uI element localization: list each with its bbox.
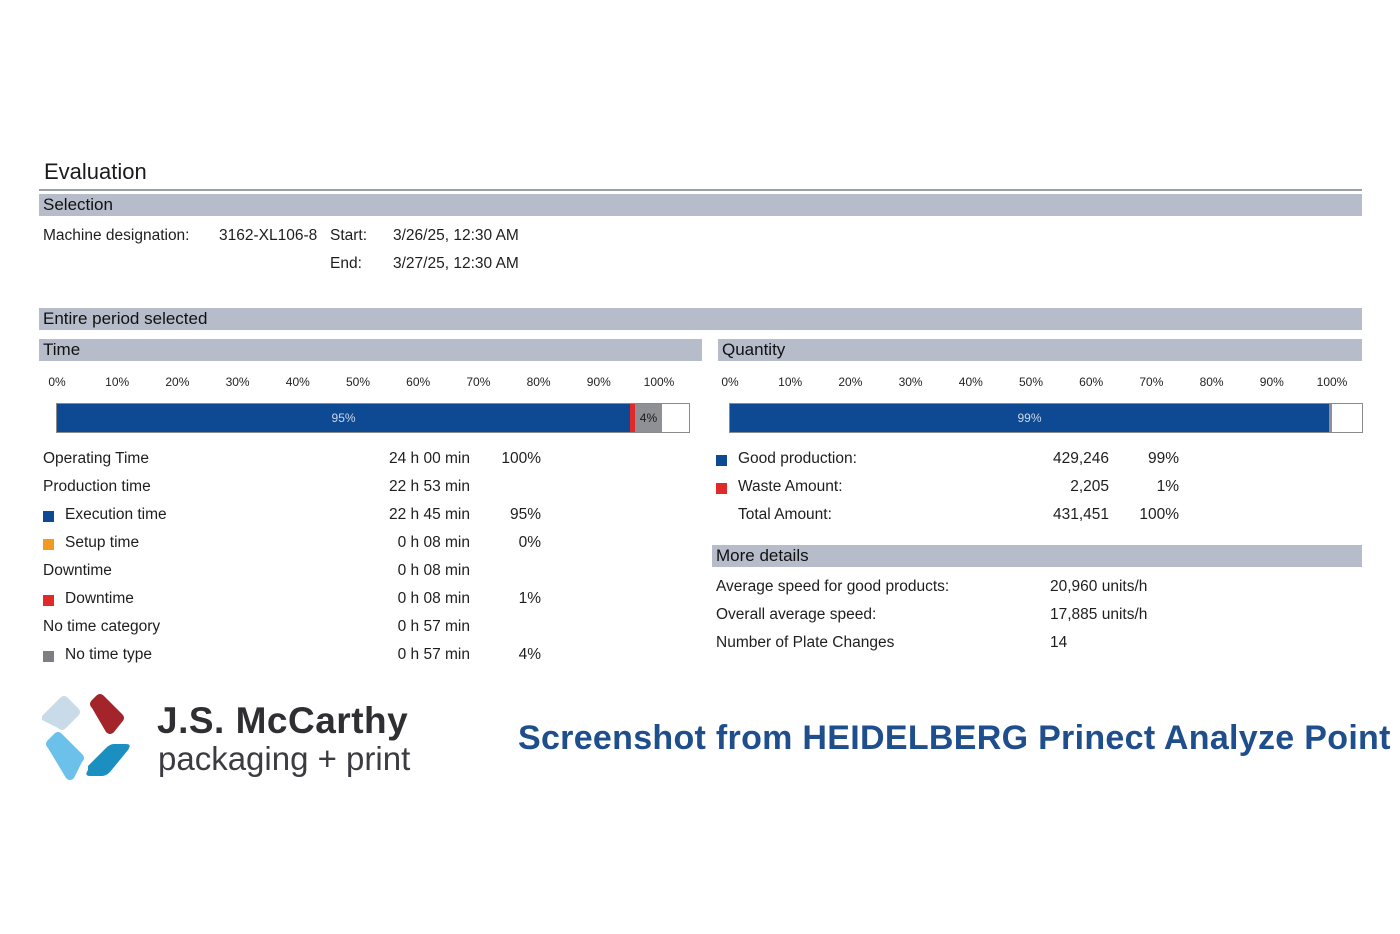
detail-label-plate-changes: Number of Plate Changes <box>716 634 895 651</box>
row-label: Downtime <box>43 562 112 579</box>
jsm-logo-mark <box>40 694 136 786</box>
row-label: No time category <box>43 618 161 635</box>
row-value: 24 h 00 min <box>389 450 470 467</box>
row-label: Waste Amount: <box>738 478 843 495</box>
detail-label-overall-speed: Overall average speed: <box>716 606 877 623</box>
row-label: Operating Time <box>43 450 149 467</box>
time-axis-tick-label: 60% <box>406 375 431 389</box>
quantity-axis-tick-label: 20% <box>838 375 863 389</box>
time-axis-tick-label: 20% <box>165 375 190 389</box>
detail-value-overall-speed: 17,885 units/h <box>1050 606 1148 623</box>
time-bar-no-time-type-label: 4% <box>639 411 658 425</box>
execution-legend-swatch <box>43 511 54 522</box>
quantity-bar-waste <box>1329 404 1332 432</box>
quantity-row-good <box>716 450 1196 472</box>
time-row-setup <box>43 534 563 556</box>
row-percent: 1% <box>518 590 541 607</box>
time-axis-tick-label: 90% <box>586 375 611 389</box>
screenshot-caption: Screenshot from HEIDELBERG Prinect Analyze Point <box>518 719 1391 757</box>
time-axis-tick-label: 50% <box>345 375 371 389</box>
quantity-axis-tick-label: 80% <box>1199 375 1224 389</box>
row-value: 431,451 <box>1052 506 1109 523</box>
row-label: Downtime <box>65 590 134 607</box>
quantity-axis-tick-label: 90% <box>1259 375 1284 389</box>
quantity-axis-tick-label: 60% <box>1079 375 1104 389</box>
machine-value: 3162-XL106-8 <box>219 227 318 244</box>
good-production-legend-swatch <box>716 455 727 466</box>
quantity-bar-good-label: 99% <box>1017 411 1042 425</box>
quantity-axis-tick-label: 70% <box>1139 375 1164 389</box>
row-value: 0 h 08 min <box>397 562 470 579</box>
title-divider <box>39 189 1362 191</box>
machine-label: Machine designation: <box>43 227 190 244</box>
waste-amount-legend-swatch <box>716 483 727 494</box>
row-percent: 100% <box>501 450 541 467</box>
time-row-downtime <box>43 590 563 612</box>
end-label: End: <box>330 255 362 272</box>
row-label: Good production: <box>738 450 857 467</box>
row-percent: 100% <box>1139 506 1179 523</box>
row-percent: 1% <box>1156 478 1179 495</box>
time-axis-ticks <box>48 375 675 395</box>
row-percent: 4% <box>518 646 541 663</box>
page-title: Evaluation <box>44 159 147 184</box>
quantity-axis-tick-label: 40% <box>958 375 983 389</box>
quantity-axis-tick-label: 0% <box>721 375 739 389</box>
row-percent: 0% <box>518 534 541 551</box>
row-label: Execution time <box>65 506 167 523</box>
row-value: 2,205 <box>1070 478 1109 495</box>
logo-shape-teal <box>86 744 129 776</box>
row-label: No time type <box>65 646 153 663</box>
time-axis-tick-label: 0% <box>48 375 66 389</box>
quantity-header: Quantity <box>718 339 1362 361</box>
row-value: 0 h 08 min <box>397 534 470 551</box>
time-axis-tick-label: 70% <box>466 375 491 389</box>
row-percent: 95% <box>509 506 541 523</box>
quantity-axis-tick-label: 100% <box>1316 375 1348 389</box>
detail-value-avg-good-speed: 20,960 units/h <box>1050 578 1148 595</box>
row-label: Setup time <box>65 534 140 551</box>
brand-tagline: packaging + print <box>158 740 411 777</box>
quantity-axis-tick-label: 50% <box>1018 375 1044 389</box>
row-label: Total Amount: <box>738 506 832 523</box>
row-label: Production time <box>43 478 151 495</box>
row-value: 22 h 53 min <box>389 478 470 495</box>
brand-name: J.S. McCarthy <box>157 700 409 741</box>
time-row-no-time-type <box>43 646 563 668</box>
quantity-row-total <box>716 506 1196 528</box>
time-row-operating <box>43 450 563 472</box>
time-row-production <box>43 478 563 500</box>
time-axis-tick-label: 100% <box>643 375 675 389</box>
setup-legend-swatch <box>43 539 54 550</box>
quantity-axis-ticks <box>721 375 1348 395</box>
start-value: 3/26/25, 12:30 AM <box>393 227 519 244</box>
row-value: 22 h 45 min <box>389 506 470 523</box>
row-value: 429,246 <box>1052 450 1109 467</box>
downtime-legend-swatch <box>43 595 54 606</box>
quantity-axis-tick-label: 10% <box>778 375 803 389</box>
time-bar <box>56 403 690 433</box>
row-value: 0 h 57 min <box>397 618 470 635</box>
time-axis-tick-label: 10% <box>105 375 130 389</box>
detail-value-plate-changes: 14 <box>1050 634 1068 651</box>
quantity-row-waste <box>716 478 1196 500</box>
details-header: More details <box>712 545 1362 567</box>
time-axis-tick-label: 40% <box>285 375 310 389</box>
time-axis-tick-label: 80% <box>526 375 551 389</box>
time-header: Time <box>39 339 702 361</box>
time-row-downtime-category <box>43 562 563 584</box>
time-bar-execution-label: 95% <box>331 411 356 425</box>
row-percent: 99% <box>1147 450 1179 467</box>
period-header: Entire period selected <box>39 308 1362 330</box>
no-time-type-legend-swatch <box>43 651 54 662</box>
quantity-axis-tick-label: 30% <box>898 375 923 389</box>
quantity-bar <box>729 403 1363 433</box>
logo-shape-sky-blue <box>46 732 84 780</box>
row-value: 0 h 08 min <box>397 590 470 607</box>
detail-label-avg-good-speed: Average speed for good products: <box>716 578 950 595</box>
end-value: 3/27/25, 12:30 AM <box>393 255 519 272</box>
time-axis-tick-label: 30% <box>225 375 250 389</box>
row-value: 0 h 57 min <box>397 646 470 663</box>
logo-shape-red <box>90 694 124 734</box>
time-row-no-category <box>43 618 563 640</box>
start-label: Start: <box>330 227 368 244</box>
logo-shape-light-blue <box>42 696 80 730</box>
selection-header: Selection <box>39 194 1362 216</box>
time-row-execution <box>43 506 563 528</box>
